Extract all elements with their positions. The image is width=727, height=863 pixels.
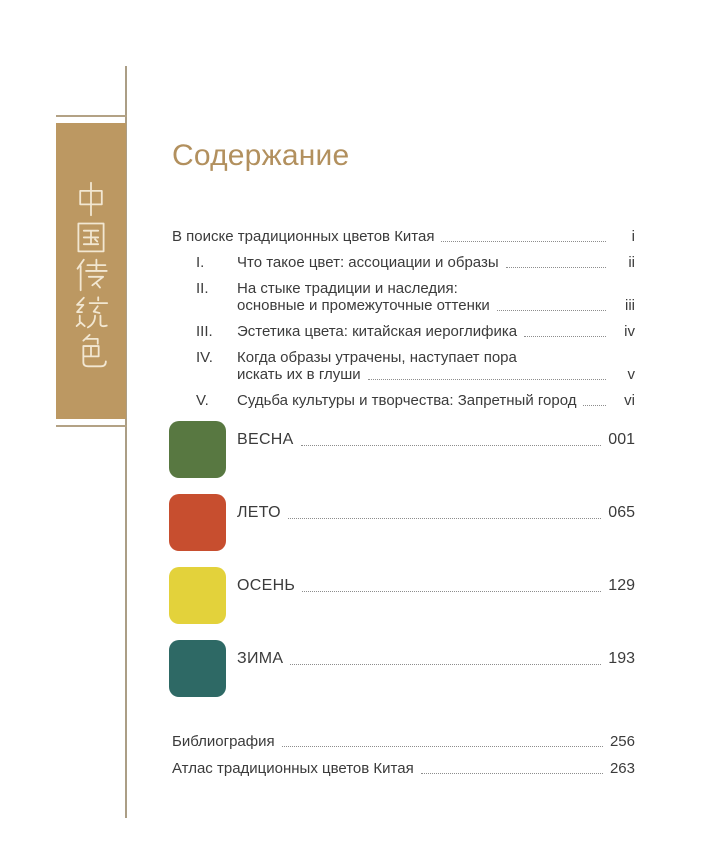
book-spine-banner xyxy=(56,123,126,419)
chapter-numeral: II. xyxy=(196,280,209,297)
toc-entry-chapter-3 xyxy=(172,323,635,340)
dotted-leader xyxy=(282,746,603,747)
chapter-numeral: I. xyxy=(196,254,205,271)
summer-color-swatch xyxy=(169,494,226,551)
toc-entry-chapter-4 xyxy=(172,349,635,383)
footer-page-number: 256 xyxy=(609,733,635,750)
toc-entry-chapter-5 xyxy=(172,392,635,409)
banner-top-rule xyxy=(56,115,127,117)
dotted-leader xyxy=(368,379,606,380)
chinese-character-guo-icon xyxy=(73,219,109,255)
toc-entry-chapter-1 xyxy=(172,254,635,271)
footer-page-number: 263 xyxy=(609,760,635,777)
winter-color-swatch xyxy=(169,640,226,697)
dotted-leader xyxy=(288,518,601,519)
season-entry-summer xyxy=(172,494,635,551)
season-entry-autumn xyxy=(172,567,635,624)
page-title: Содержание xyxy=(172,139,350,172)
toc-entry-label: На стыке традиции и наследия: xyxy=(237,280,458,297)
dotted-leader xyxy=(441,241,606,242)
season-label: ЗИМА xyxy=(237,650,284,667)
spring-color-swatch xyxy=(169,421,226,478)
back-matter-entries xyxy=(172,723,635,777)
toc-page-number: vi xyxy=(624,392,635,409)
season-page-number: 193 xyxy=(608,650,635,667)
dotted-leader xyxy=(506,267,606,268)
toc-entry-intro xyxy=(172,228,635,245)
dotted-leader xyxy=(301,445,602,446)
toc-entry-label: Что такое цвет: ассоциации и образы xyxy=(237,254,499,271)
toc-entry-label: Когда образы утрачены, наступает пора xyxy=(237,349,517,366)
bibliography-entry xyxy=(172,723,635,750)
toc-entry-label: искать их в глуши xyxy=(237,366,361,383)
season-entry-winter xyxy=(172,640,635,697)
toc-page-number: iii xyxy=(625,297,635,314)
season-page-number: 129 xyxy=(608,577,635,594)
toc-entry-label: Судьба культуры и творчества: Запретный город xyxy=(237,392,577,409)
table-of-contents xyxy=(172,228,635,409)
chapter-numeral: III. xyxy=(196,323,213,340)
toc-page-number: i xyxy=(631,228,635,245)
season-label: ВЕСНА xyxy=(237,431,294,448)
season-page-number: 001 xyxy=(608,431,635,448)
contents-column xyxy=(172,140,635,777)
dotted-leader xyxy=(421,773,603,774)
dotted-leader xyxy=(497,310,606,311)
footer-entry-label: Библиография xyxy=(172,733,275,750)
color-atlas-entry xyxy=(172,750,635,777)
toc-entry-label: В поиске традиционных цветов Китая xyxy=(172,228,435,245)
toc-page-number: ii xyxy=(628,254,635,271)
dotted-leader xyxy=(524,336,606,337)
season-page-number: 065 xyxy=(608,504,635,521)
season-sections xyxy=(172,421,635,697)
dotted-leader xyxy=(302,591,601,592)
toc-page-number: iv xyxy=(624,323,635,340)
chinese-character-tong-icon xyxy=(73,295,109,331)
autumn-color-swatch xyxy=(169,567,226,624)
season-label: ЛЕТО xyxy=(237,504,281,521)
dotted-leader xyxy=(290,664,601,665)
footer-entry-label: Атлас традиционных цветов Китая xyxy=(172,760,414,777)
chapter-numeral: IV. xyxy=(196,349,213,366)
chinese-character-se-icon xyxy=(73,333,109,369)
season-label: ОСЕНЬ xyxy=(237,577,296,594)
dotted-leader xyxy=(583,405,606,406)
season-entry-spring xyxy=(172,421,635,478)
toc-entry-chapter-2 xyxy=(172,280,635,314)
chinese-character-zhong-icon xyxy=(73,181,109,217)
banner-bottom-rule xyxy=(56,425,127,427)
toc-page-number: v xyxy=(627,366,635,383)
chinese-character-chuan-icon xyxy=(73,257,109,293)
toc-entry-label: основные и промежуточные оттенки xyxy=(237,297,490,314)
chapter-numeral: V. xyxy=(196,392,209,409)
toc-entry-label: Эстетика цвета: китайская иероглифика xyxy=(237,323,518,340)
